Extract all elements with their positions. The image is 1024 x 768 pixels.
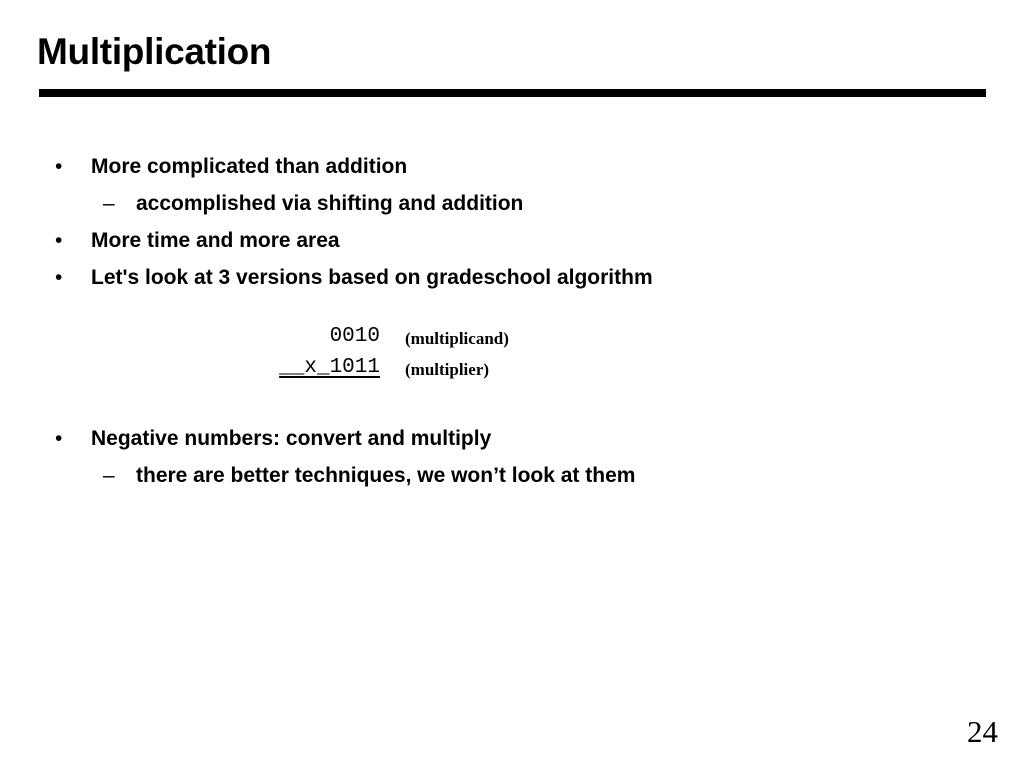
- bullet-text: More complicated than addition: [91, 155, 408, 178]
- bullet-list-bottom: [0, 420, 1024, 494]
- bullet-marker: •: [55, 229, 63, 252]
- dash-marker: –: [103, 192, 115, 215]
- bullet-item: [0, 148, 1024, 185]
- bullet-text: Negative numbers: convert and multiply: [91, 427, 492, 450]
- sub-bullet-item: [0, 185, 1024, 222]
- page-number: 24: [967, 714, 998, 749]
- bullet-item: [0, 259, 1024, 296]
- bullet-marker: •: [55, 155, 63, 178]
- bullet-item: [0, 420, 1024, 457]
- multiplicand-label: (multiplicand): [405, 329, 509, 348]
- multiplier-label: (multiplier): [405, 360, 490, 379]
- dash-marker: –: [103, 464, 115, 487]
- slide-title: Multiplication: [37, 31, 272, 72]
- sub-bullet-item: [0, 457, 1024, 494]
- bullet-item: [0, 222, 1024, 259]
- sub-bullet-text: accomplished via shifting and addition: [136, 192, 524, 215]
- multiplicand-value: 0010: [329, 325, 380, 348]
- bullet-list-top: [0, 148, 1024, 296]
- bullet-text: Let's look at 3 versions based on gradeschool algorithm: [91, 266, 653, 289]
- multiplier-value: __x_1011: [279, 356, 380, 379]
- bullet-marker: •: [55, 427, 63, 450]
- bullet-text: More time and more area: [91, 229, 340, 252]
- sub-bullet-text: there are better techniques, we won’t look at them: [136, 464, 636, 487]
- bullet-marker: •: [55, 266, 63, 289]
- title-divider: [39, 89, 986, 97]
- multiplication-example: [0, 322, 1024, 386]
